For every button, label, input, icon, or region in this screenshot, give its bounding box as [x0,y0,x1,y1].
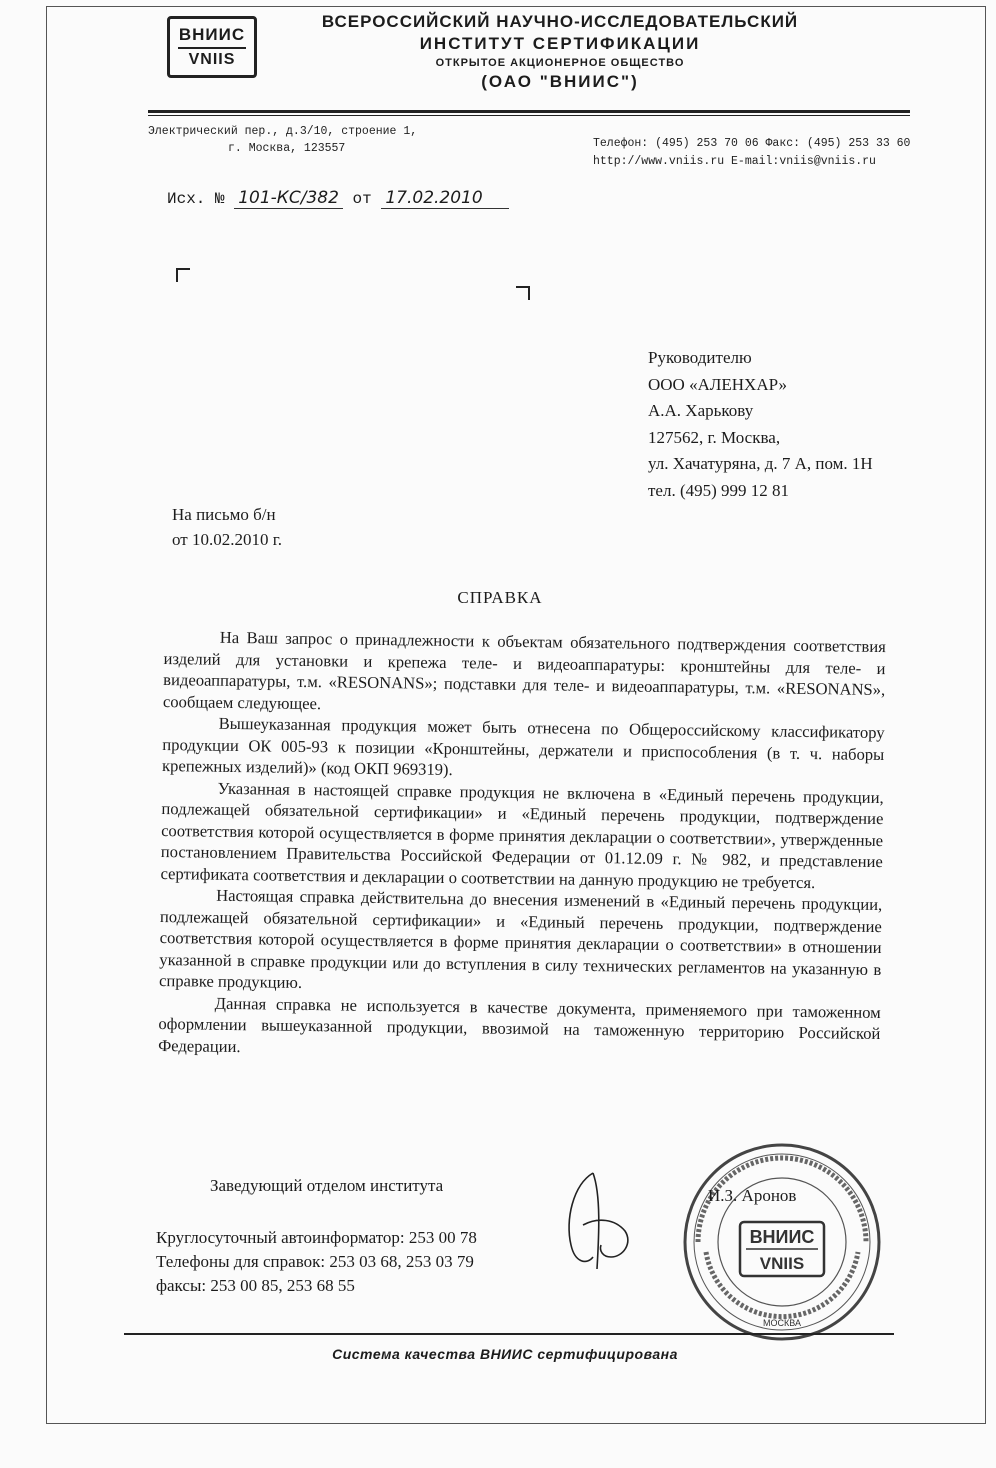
header-divider [148,110,910,113]
stamp-text-bottom: VNIIS [759,1254,805,1273]
body-paragraph: Настоящая справка действительна до внесения изменений в «Единый перечень продукции, подлежащей обязательной сертификации» и «Единый перечень продукции, подтверждение соответствия которой осуществляется в форме принятия декларации о соответствии» в отношении указанной в справке продукции или до вступления в силу технических регламентов на указанную в справке продукцию. [158,885,883,992]
org-line-2: ИНСТИТУТ СЕРТИФИКАЦИИ [419,34,701,53]
org-line-4: (ОАО "ВНИИС") [481,72,639,91]
phone-fax-line: Телефон: (495) 253 70 06 Факс: (495) 253 33 60 [593,137,911,150]
stamp-text-top: ВНИИС [749,1227,815,1247]
outgoing-reference [167,188,509,208]
recipient-line: 127562, г. Москва, [648,427,781,447]
logo-text-top: ВНИИС [178,25,246,44]
contact-line: факсы: 253 00 85, 253 68 55 [156,1276,355,1295]
reference-number: 101-КС/382 [234,188,343,209]
reference-prefix: Исх. № [167,190,225,208]
reference-date-prefix: от [352,190,372,208]
footer-divider [124,1333,894,1335]
stamp-text-city: МОСКВА [763,1318,801,1328]
address-corner-mark-right [516,286,530,300]
reply-line: от 10.02.2010 г. [172,530,283,549]
reference-date: 17.02.2010 [381,188,508,209]
org-line-3: ОТКРЫТОЕ АКЦИОНЕРНОЕ ОБЩЕСТВО [435,57,685,69]
recipient-line: тел. (495) 999 12 81 [648,480,790,500]
document-title: СПРАВКА [457,588,543,607]
handwritten-signature [553,1165,643,1275]
recipient-line: ул. Хачатуряна, д. 7 А, пом. 1Н [648,454,873,473]
recipient-line: Руководителю [648,348,752,367]
org-line-1: ВСЕРОССИЙСКИЙ НАУЧНО-ИССЛЕДОВАТЕЛЬСКИЙ [321,12,799,31]
organization-name [300,12,820,92]
contact-line: Телефоны для справок: 253 03 68, 253 03 79 [156,1252,474,1271]
signer-position: Заведующий отделом института [210,1176,444,1195]
address-line-2: г. Москва, 123557 [228,142,346,155]
document-body [158,626,886,1066]
address-line-1: Электрический пер., д.3/10, строение 1, [148,125,418,138]
reply-reference [172,502,282,552]
body-paragraph: Указанная в настоящей справке продукция не включена в «Единый перечень продукции, подлежащей обязательной сертификации» и «Единый перечень продукции, подтверждение соответствия которой осуществляется в форме принятия декларации о соответствии», утвержденные постановлением Правительства Российской Федерации от 01.12.09 г. № 982, и представление сертификата соответствия и декларации о соответствии на данную продукцию не требуется. [160,778,884,892]
body-paragraph: Данная справка не используется в качестве документа, применяемого при таможенном оформлении вышеуказанной продукции, ввозимой на таможенную территорию Российской Федерации. [158,993,881,1056]
contacts-block [156,1226,477,1298]
contact-line: Круглосуточный автоинформатор: 253 00 78 [156,1228,477,1247]
recipient-block [648,345,873,504]
recipient-line: ООО «АЛЕНХАР» [648,374,787,394]
body-paragraph: Вышеуказанная продукция может быть отнесена по Общероссийскому классификатору продукции ОК 005-93 к позиции «Кронштейны, держатели и приспособления (в т. ч. наборы крепежных изделий)» (код ОКП 969319). [161,713,885,780]
vniis-logo [167,16,257,78]
web-email-line: http://www.vniis.ru E-mail:vniis@vniis.ru [593,155,876,168]
header-divider-thin [148,115,910,116]
address-corner-mark-left [176,268,190,282]
recipient-line: А.А. Харькову [648,401,754,420]
body-paragraph: На Ваш запрос о принадлежности к объектам обязательного подтверждения соответствия изделий для установки и крепежа теле- и видеоаппаратуры: кронштейны для теле- и видеоаппаратуры, т.м. «RESONANS»; подставки для теле- и видеоаппаратуры, т.м. «RESONANS», сообщаем следующее. [162,627,886,713]
logo-text-bottom: VNIIS [178,47,246,69]
footer-quality-note: Система качества ВНИИС сертифицирована [332,1346,678,1362]
signer-name: И.З. Аронов [708,1186,797,1205]
institute-stamp [682,1142,882,1342]
reply-line: На письмо б/н [172,505,276,524]
